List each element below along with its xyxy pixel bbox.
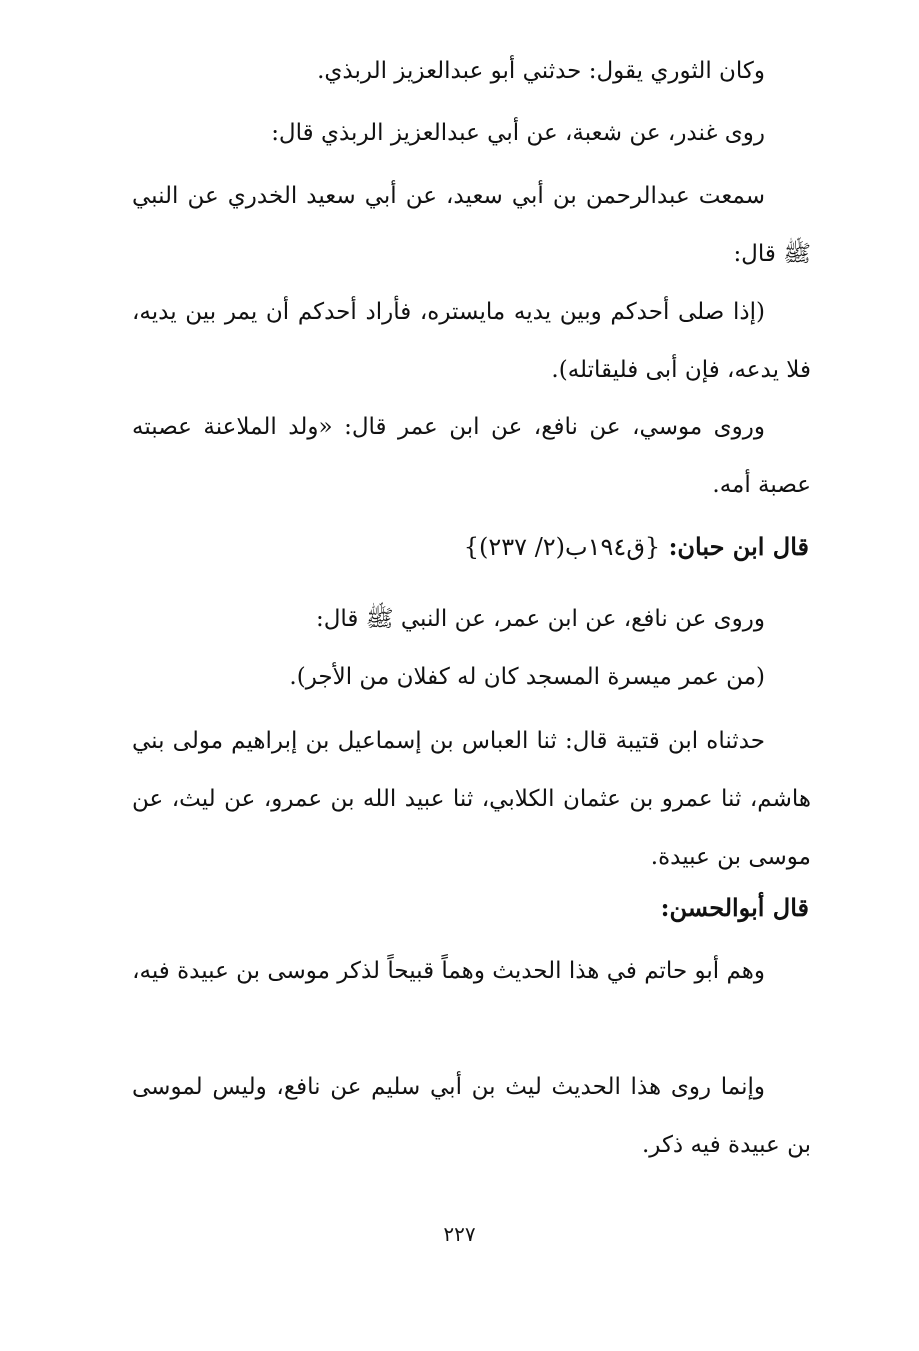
paragraph-text: (إذا صلى أحدكم وبين يديه مايستره، فأراد أحدكم أن يمر بين يديه، فلا يدعه، فإن أبى فليقاتله). (132, 299, 811, 383)
paragraph-hadith-prayer (132, 283, 811, 399)
paragraph-abu-hatim (132, 942, 811, 1000)
paragraph-abdulrahman (132, 167, 811, 283)
paragraph-text: وكان الثوري يقول: حدثني أبو عبدالعزيز الربذي. (317, 58, 765, 84)
heading-text: قال ابن حبان: (668, 532, 809, 561)
paragraph-thawri (132, 42, 811, 100)
paragraph-musa-nafi (132, 398, 811, 514)
heading-text: قال أبوالحسن: (660, 893, 809, 922)
paragraph-text: سمعت عبدالرحمن بن أبي سعيد، عن أبي سعيد الخدري عن النبي ﷺ قال: (132, 183, 811, 267)
heading-ibn-hibban (132, 527, 809, 567)
paragraph-text: حدثناه ابن قتيبة قال: ثنا العباس بن إسماعيل بن إبراهيم مولى بني هاشم، ثنا عمرو بن عثمان الكلابي، ثنا عبيد الله بن عمرو، عن ليث، عن موسى بن عبيدة. (132, 728, 811, 870)
paragraph-hadith-mosque (132, 648, 811, 706)
paragraph-ibn-qutayba (132, 712, 811, 886)
paragraph-ghundar (132, 104, 811, 162)
paragraph-layth (132, 1058, 811, 1174)
paragraph-text: وهم أبو حاتم في هذا الحديث وهماً قبيحاً لذكر موسى بن عبيدة فيه، (132, 958, 765, 984)
paragraph-text: روى غندر، عن شعبة، عن أبي عبدالعزيز الربذي قال: (271, 120, 765, 146)
heading-abu-al-hasan (132, 888, 809, 928)
manuscript-reference: {ق١٩٤ب(٢/ ٢٣٧)} (463, 533, 661, 561)
paragraph-text: وروى موسي، عن نافع، عن ابن عمر قال: «ولد الملاعنة عصبته عصبة أمه. (132, 414, 811, 498)
paragraph-text: وإنما روى هذا الحديث ليث بن أبي سليم عن نافع، وليس لموسى بن عبيدة فيه ذكر. (132, 1074, 811, 1158)
paragraph-text: وروى عن نافع، عن ابن عمر، عن النبي ﷺ قال: (315, 606, 765, 632)
page-number: ٢٢٧ (443, 1222, 476, 1246)
paragraph-ibn-umar (132, 590, 811, 648)
paragraph-text: (من عمر ميسرة المسجد كان له كفلان من الأجر). (289, 664, 765, 690)
